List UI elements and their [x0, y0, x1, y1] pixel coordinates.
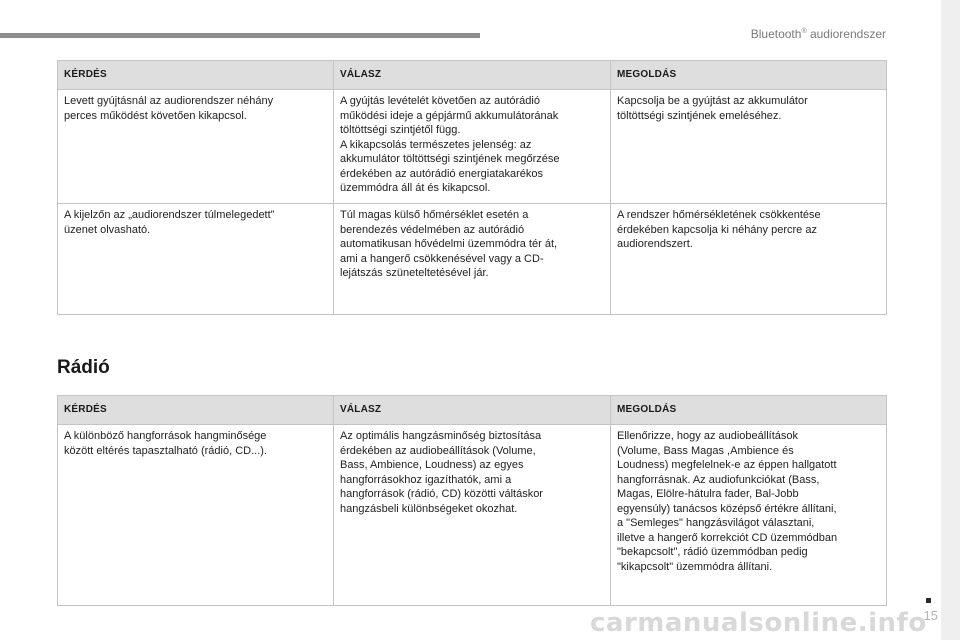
- table-header-row: [58, 396, 887, 425]
- solution-cell: Ellenőrizze, hogy az audiobeállítások (Volume, Bass Magas ,Ambience és Loudness) megfelelnek-e az éppen hallgatott hangforrásnak. Az audiofunkciókat (Bass, Magas, Elölre-hátulra fader, Bal-Jobb egyensúly) tanácsos középső értékre állítani, a "Semleges" hangzásvilágot választani, illetve a hangerő korrekciót CD üzemmódban "bekapcsolt", rádió üzemmódban pedig "kikapcsolt" üzemmódra állítani.: [611, 425, 887, 606]
- troubleshooting-table-radio: [57, 395, 887, 606]
- column-header-solution: MEGOLDÁS: [611, 396, 887, 425]
- table-row: [58, 425, 887, 606]
- watermark-text: carmanualsonline.info: [590, 608, 927, 638]
- section-title-radio: Rádió: [57, 357, 110, 378]
- column-header-solution: MEGOLDÁS: [611, 61, 887, 90]
- header-title-rest: audiorendszer: [806, 27, 886, 41]
- column-header-question: KÉRDÉS: [58, 396, 334, 425]
- page-number: 15: [923, 608, 938, 623]
- table-row: [58, 204, 887, 315]
- troubleshooting-table-general: [57, 60, 887, 315]
- answer-cell: A gyújtás levételét követően az autórádió működési ideje a gépjármű akkumulátorának töltöttségi szintjétől függ. A kikapcsolás természetes jelenség: az akkumulátor töltöttségi szintjének megőrzése érdekében az autórádió energiatakarékos üzemmódra áll át és kikapcsol.: [334, 90, 611, 204]
- table-row: [58, 90, 887, 204]
- answer-cell: Az optimális hangzásminőség biztosítása érdekében az audiobeállítások (Volume, Bass, Ambience, Loudness) az egyes hangforrásokhoz igazíthatók, ami a hangforrások (rádió, CD) közötti váltáskor hangzásbeli különbségeket okozhat.: [334, 425, 611, 606]
- solution-cell: A rendszer hőmérsékletének csökkentése érdekében kapcsolja ki néhány percre az audiorendszert.: [611, 204, 887, 315]
- header-bar: [0, 33, 480, 38]
- solution-cell: Kapcsolja be a gyújtást az akkumulátor töltöttségi szintjének emeléséhez.: [611, 90, 887, 204]
- column-header-answer: VÁLASZ: [334, 396, 611, 425]
- answer-cell: Túl magas külső hőmérséklet esetén a berendezés védelmében az autórádió automatikusan hővédelmi üzemmódra tér át, ami a hangerő csökkenésével vagy a CD- lejátszás szüneteltetésével jár.: [334, 204, 611, 315]
- page-marker-square: [926, 598, 931, 603]
- registered-mark: ®: [801, 28, 807, 35]
- column-header-answer: VÁLASZ: [334, 61, 611, 90]
- header-title-main: Bluetooth: [750, 27, 802, 41]
- question-cell: A kijelzőn az „audiorendszer túlmelegedett” üzenet olvasható.: [58, 204, 334, 315]
- question-cell: A különböző hangforrások hangminősége között eltérés tapasztalható (rádió, CD...).: [58, 425, 334, 606]
- table-header-row: [58, 61, 887, 90]
- page-header-title: [690, 27, 886, 41]
- question-cell: Levett gyújtásnál az audiorendszer néhány perces működést követően kikapcsol.: [58, 90, 334, 204]
- page-edge-strip: [941, 0, 960, 640]
- column-header-question: KÉRDÉS: [58, 61, 334, 90]
